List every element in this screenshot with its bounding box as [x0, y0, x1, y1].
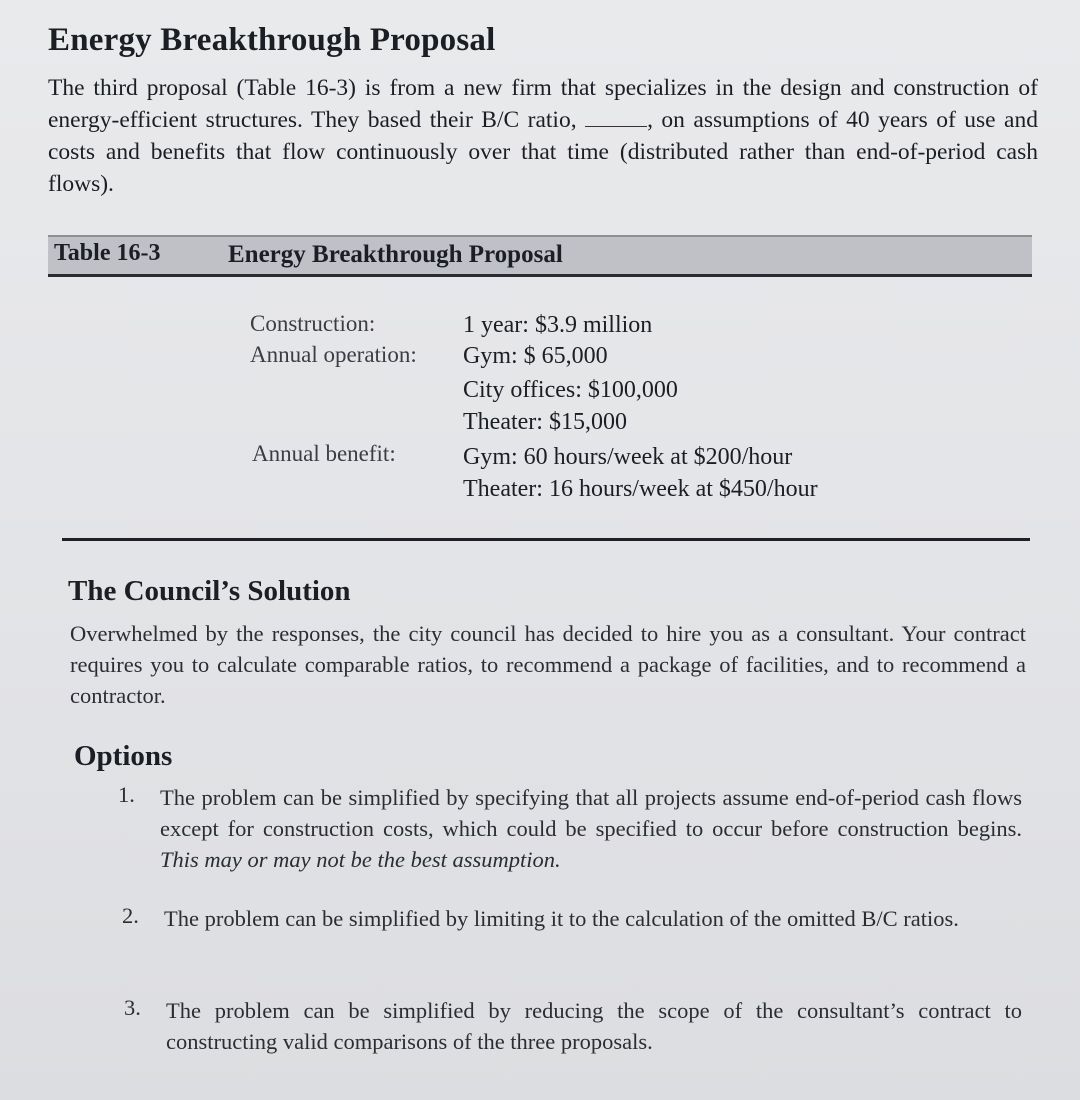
option-text: The problem can be simplified by limiting it to the calculation of the omitted B/C ratios.	[164, 906, 959, 931]
row-label-construction: Construction:	[250, 311, 376, 336]
row-label-annual-operation: Annual operation:	[250, 342, 417, 367]
option-number: 3.	[124, 995, 141, 1020]
blank-line	[585, 108, 647, 127]
table-header-bar	[48, 235, 1032, 277]
solution-paragraph: Overwhelmed by the responses, the city council has decided to hire you as a consultant. Your contract requires you to calculate comparable ratios, to recommend a package of facilities, and to recommend a contractor.	[70, 621, 1026, 708]
option-text: The problem can be simplified by specifying that all projects assume end-of-period cash flows except for construction costs, which could be specified to occur before construction begins.	[160, 785, 1022, 841]
option-text: The problem can be simplified by reducing the scope of the consultant’s contract to constructing valid comparisons of the three proposals.	[166, 998, 1022, 1054]
solution-heading: The Council’s Solution	[68, 575, 351, 607]
row-value-theater-benefit: Theater: 16 hours/week at $450/hour	[463, 476, 818, 502]
intro-paragraph	[48, 72, 1038, 200]
table-bottom-rule	[62, 538, 1030, 541]
row-value-gym-benefit: Gym: 60 hours/week at $200/hour	[463, 444, 793, 470]
option-italic-note: This may or may not be the best assumption.	[160, 847, 561, 872]
row-label-annual-benefit: Annual benefit:	[252, 441, 396, 466]
option-number: 1.	[118, 782, 135, 807]
row-value-city-offices: City offices: $100,000	[463, 377, 678, 403]
section-title: Energy Breakthrough Proposal	[48, 22, 496, 58]
row-value-theater-operation: Theater: $15,000	[463, 409, 627, 435]
row-value-construction: 1 year: $3.9 million	[463, 312, 653, 338]
table-title: Energy Breakthrough Proposal	[228, 241, 563, 268]
table-number: Table 16-3	[54, 240, 161, 266]
row-value-gym-operation: Gym: $ 65,000	[463, 343, 608, 369]
options-heading: Options	[74, 740, 173, 772]
option-number: 2.	[122, 903, 139, 928]
option-item	[164, 903, 1022, 934]
option-item	[166, 995, 1022, 1057]
intro-text-end: , on assumptions of 40 years of use and costs and benefits that flow continuously over that time (distributed rather than end-of-period cash flows).	[48, 107, 1038, 197]
intro-text-start: The third proposal (Table 16-3) is from a new firm that specializes in the design and construction of energy-efficient structures. They based their B/C ratio,	[48, 75, 1038, 133]
option-item	[160, 782, 1022, 875]
